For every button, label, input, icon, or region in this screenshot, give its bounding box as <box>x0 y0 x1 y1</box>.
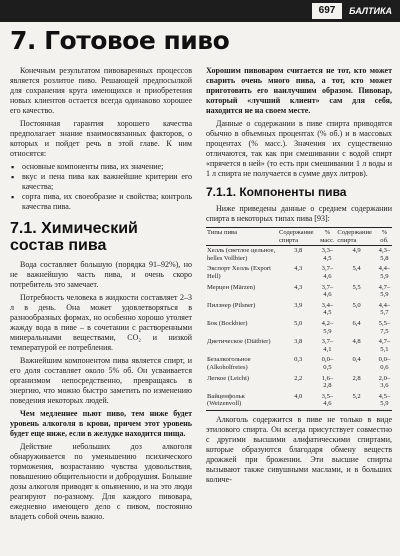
table-cell: 3,3–4,5 <box>321 247 334 262</box>
table-header-cell: Содержание спирта <box>278 228 318 246</box>
table-cell: 3,4–4,5 <box>321 301 334 317</box>
table-cell: 4,3 <box>294 283 303 291</box>
table-row <box>206 374 392 392</box>
beer-type-cell: Безалкогольное (Alkoholfreies) <box>207 356 251 371</box>
table-cell: 6,4 <box>352 319 361 327</box>
table-row <box>206 337 392 355</box>
list-item: ▪ основные компоненты пива, их значение; <box>10 162 192 172</box>
table-cell: 4,4–5,9 <box>378 265 391 280</box>
table-cell: 2,0–3,6 <box>378 374 391 390</box>
table-header-cell: % об. <box>377 228 392 246</box>
table-cell: 5,5 <box>352 283 361 291</box>
paragraph-water: Вода составляет большую (порядка 91–92%), но не важнейшую часть пива, и очень скоро потребитель это замечает. <box>10 260 192 289</box>
table-body <box>206 246 392 411</box>
table-row <box>206 283 392 301</box>
table-header-cell: Содержание спирта <box>336 228 376 246</box>
table-cell: 4,3–5,8 <box>378 247 391 262</box>
table-cell: 3,8 <box>294 338 303 346</box>
paragraph-higher-alcohols: Алкоголь содержится в пиве не только в виде этилового спирта. Он всегда присутствует совместно с другими высшими алифатическими спиртами, которые образуются благодаря обмену веществ дрожжей при брожении. Эти высшие спирты вызывают также сивушными маслами, и в больших количе- <box>206 414 392 484</box>
table-cell: 0,4 <box>352 356 361 364</box>
left-column <box>10 66 192 525</box>
table-cell: 0,0–0,6 <box>378 356 391 371</box>
page-number: 697 <box>312 3 342 19</box>
table-cell: 4,2–5,9 <box>321 319 334 335</box>
section-title: 7.1. Химический состав пива <box>10 220 138 254</box>
table-row <box>206 301 392 319</box>
paragraph-alcohol-units: Данные о содержании в пиве спирта приводятся обычно в объемных процентах (% об.) и в массовых процентах (% масс.). Значения их существенно отличаются, так как при смешивании с водой спирт «прячется в ней» (то есть при смешивании 1 л воды и 1 л спирта не получается в сумме двух литров). <box>206 119 392 178</box>
table-cell: 4,4–5,7 <box>378 301 391 317</box>
table-cell: 3,7–4,6 <box>321 283 334 299</box>
beer-type-cell: Пилзнер (Pilsner) <box>207 301 256 309</box>
beer-type-cell: Вайценфольк (Weizenvoll) <box>206 392 278 411</box>
table-header-cell: Типы пива <box>206 228 278 246</box>
table-row <box>206 355 392 373</box>
table-cell: 5,4 <box>352 265 361 273</box>
alcohol-content-table <box>206 227 392 411</box>
table-cell: 3,7–4,1 <box>321 338 334 353</box>
table-cell: 4,5–5,9 <box>377 392 392 411</box>
table-cell: 4,0 <box>278 392 318 411</box>
beer-type-cell: Мерцен (Märzen) <box>207 283 256 291</box>
beer-type-cell: Бок (Bockbier) <box>207 319 248 327</box>
table-header-cell: % масс. <box>318 228 336 246</box>
beer-type-cell: Экспорт Хелль (Export Hell) <box>207 265 271 280</box>
table-cell: 5,0 <box>352 301 361 309</box>
beer-type-cell: Легкое (Leicht) <box>207 374 250 382</box>
table-cell: 3,7–4,6 <box>321 265 334 280</box>
paragraph-drinking-speed: Чем медленнее пьют пиво, тем ниже будет уровень алкоголя в крови, причем этот уровень будет еще ниже, если в желудке находится пища. <box>10 409 192 438</box>
table-cell: 0,0–0,5 <box>321 356 334 371</box>
quality-criteria-list <box>10 162 192 212</box>
table-cell: 4,8 <box>352 338 361 346</box>
table-row <box>206 246 392 265</box>
table-cell: 0,3 <box>294 356 303 364</box>
paragraph-good-brewer: Хорошим пивоваром считается не тот, кто может сварить очень много пива, а тот, кто может приготовить его наилучшим образом. Пивовар, который «лучший клиент» сам для себя, находится не на своем месте. <box>206 66 392 115</box>
table-cell: 5,2 <box>336 392 376 411</box>
running-header-bar <box>0 0 400 22</box>
paragraph-liquid-need: Потребность человека в жидкости составляет 2–3 л в день. Она может удовлетворяться в разнообразных формах, но особенно хорошо утоляет жажду вода в пиве – в сочетании с растворенными минеральными веществами, CO₂ и низкой температурой ее потребления. <box>10 293 192 352</box>
table-cell: 3,8 <box>294 247 303 255</box>
running-head: БАЛТИКА <box>349 6 392 16</box>
table-row <box>206 319 392 337</box>
paragraph-table-intro: Ниже приведены данные о среднем содержании спирта в некоторых типах пива [93]: <box>206 204 392 223</box>
subsection-title: 7.1.1. Компоненты пива <box>206 185 347 199</box>
table-cell: 2,8 <box>352 374 361 382</box>
chapter-title: 7. Готовое пиво <box>10 26 230 55</box>
beer-type-cell: Хелль (светлое цельное, helles Vollbier) <box>207 247 276 262</box>
table-row <box>206 264 392 282</box>
intro-paragraph-2: Постоянная гарантия хорошего качества предполагает знание взаимосвязанных факторов, о которых и пойдет речь в этой главе. К ним относятся: <box>10 119 192 158</box>
right-column <box>206 66 392 488</box>
list-item: ▪ сорта пива, их своеобразие и свойства; контроль качества пива. <box>10 192 192 212</box>
list-item: ▪ вкус и пена пива как важнейшие критерии его качества; <box>10 172 192 192</box>
table-cell: 1,6–2,8 <box>321 374 334 390</box>
paragraph-alcohol: Важнейшим компонентом пива является спирт, и его доля составляет около 5% об. Он усваивается организмом непосредственно, превращаясь в энергию, что можно быстро заметить по изменению поведения некоторых людей. <box>10 356 192 405</box>
table-header-row <box>206 228 392 246</box>
table-cell: 3,5–4,6 <box>318 392 336 411</box>
table-cell: 4,3 <box>294 265 303 273</box>
table-cell: 4,7–5,1 <box>378 338 391 353</box>
table-cell: 2,2 <box>294 374 303 382</box>
table-cell: 4,9 <box>352 247 361 255</box>
table-cell: 5,5–7,5 <box>378 319 391 335</box>
table-row <box>206 392 392 411</box>
beer-type-cell: Диетическое (Diätbier) <box>207 338 271 346</box>
table-cell: 4,7–5,9 <box>378 283 391 299</box>
table-cell: 3,9 <box>294 301 303 309</box>
intro-paragraph-1: Конечным результатом пивоваренных процессов является розлитое пиво. Решающей предпосылкой для сохранения круга имеющихся и приобретения новых клиентов остается всегда одинаково хорошее его качество. <box>10 66 192 115</box>
paragraph-alcohol-effects: Действие небольших доз алкоголя обнаруживается по уменьшению психического торможения, возрастанию чувства удовольствия, повышению общительности и добродушия. Большие дозы алкоголя приводят к опьянению, и на это люди реагируют по-разному. Для каждого пивовара, ежедневно имеющего дело с пивом, постоянно владеть собой очень важно. <box>10 442 192 521</box>
table-cell: 5,0 <box>294 319 303 327</box>
